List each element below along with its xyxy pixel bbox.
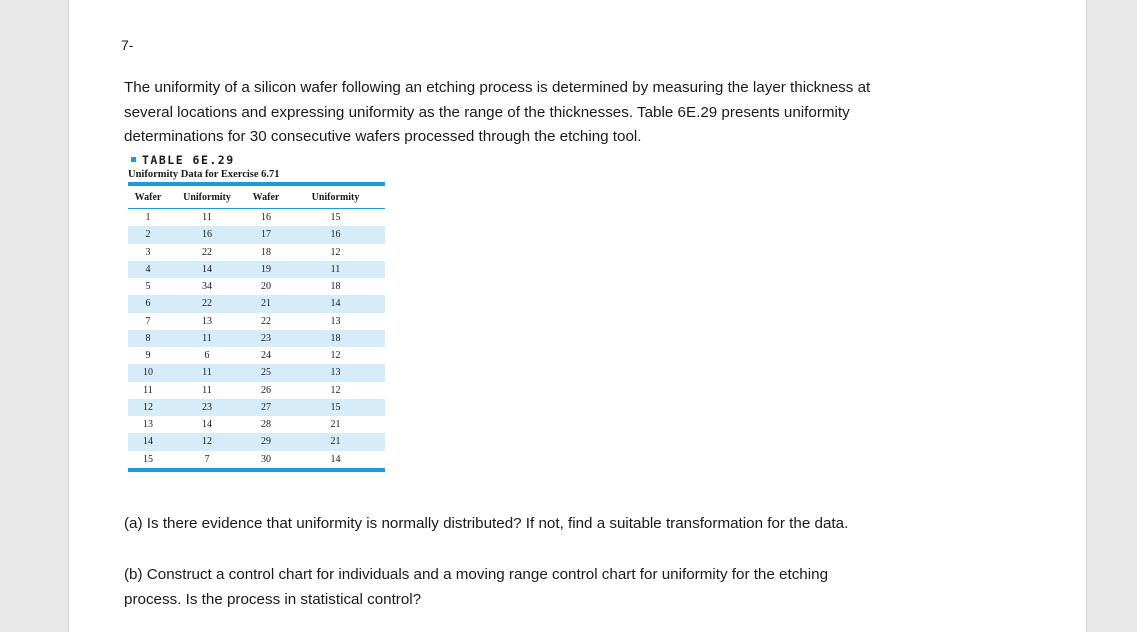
question-a: (a) Is there evidence that uniformity is normally distributed? If not, find a suitable transformation for the data. — [124, 515, 849, 532]
wafer-cell: 26 — [261, 384, 271, 396]
uniformity-cell: 34 — [202, 281, 212, 293]
question-b-line: process. Is the process in statistical control? — [124, 591, 422, 608]
uniformity-cell: 6 — [204, 350, 210, 362]
wafer-cell: 7 — [145, 315, 151, 327]
table-caption: Uniformity Data for Exercise 6.71 — [128, 169, 280, 180]
wafer-cell: 16 — [261, 212, 271, 224]
uniformity-cell: 12 — [330, 384, 341, 396]
wafer-cell: 15 — [143, 453, 153, 465]
wafer-cell: 3 — [145, 246, 151, 258]
table-row — [128, 382, 385, 399]
document-page — [68, 0, 1087, 632]
wafer-cell: 25 — [261, 367, 271, 379]
uniformity-cell: 15 — [330, 212, 341, 224]
uniformity-cell: 12 — [330, 350, 341, 362]
column-header: Uniformity — [311, 191, 360, 203]
uniformity-cell: 11 — [202, 367, 212, 379]
table-row — [128, 364, 385, 381]
uniformity-cell: 21 — [330, 436, 341, 448]
table-row — [128, 261, 385, 278]
table-row — [128, 433, 385, 450]
table-row — [128, 278, 385, 295]
intro-line: The uniformity of a silicon wafer following an etching process is determined by measuring the layer thickness at — [124, 79, 871, 96]
table-row — [128, 416, 385, 433]
uniformity-cell: 7 — [204, 453, 210, 465]
wafer-cell: 8 — [145, 332, 151, 344]
question-b — [124, 562, 984, 612]
column-header: Wafer — [252, 191, 280, 203]
column-header: Wafer — [134, 191, 162, 203]
uniformity-cell: 14 — [330, 298, 341, 310]
table-label — [128, 152, 388, 167]
uniformity-table — [128, 152, 388, 472]
table-bottom-rule — [128, 468, 385, 472]
uniformity-cell: 14 — [202, 263, 212, 275]
wafer-cell: 27 — [261, 401, 271, 413]
table-row — [128, 295, 385, 312]
question-b-line: (b) Construct a control chart for individuals and a moving range control chart for uniformity for the etching — [124, 566, 829, 583]
wafer-cell: 11 — [143, 384, 153, 396]
uniformity-cell: 16 — [202, 229, 212, 241]
square-bullet-icon — [131, 157, 136, 162]
wafer-cell: 22 — [261, 315, 271, 327]
uniformity-cell: 13 — [330, 315, 341, 327]
uniformity-cell: 23 — [202, 401, 212, 413]
uniformity-cell: 18 — [330, 281, 341, 293]
table-row — [128, 226, 385, 243]
wafer-cell: 14 — [143, 436, 153, 448]
table-body — [128, 209, 388, 468]
table-label-text: TABLE 6E.29 — [142, 152, 235, 167]
uniformity-cell: 11 — [202, 332, 212, 344]
intro-line: determinations for 30 consecutive wafers processed through the etching tool. — [124, 128, 642, 145]
uniformity-cell: 13 — [202, 315, 212, 327]
table-row — [128, 347, 385, 364]
uniformity-cell: 11 — [202, 384, 212, 396]
uniformity-cell: 11 — [330, 263, 341, 275]
uniformity-cell: 22 — [202, 246, 212, 258]
uniformity-cell: 16 — [330, 229, 341, 241]
uniformity-cell: 18 — [330, 332, 341, 344]
wafer-cell: 9 — [145, 350, 151, 362]
wafer-cell: 10 — [143, 367, 153, 379]
uniformity-cell: 12 — [202, 436, 212, 448]
wafer-cell: 23 — [261, 332, 271, 344]
uniformity-cell: 12 — [330, 246, 341, 258]
intro-line: several locations and expressing uniformity as the range of the thicknesses. Table 6E.29 presents uniformity — [124, 103, 850, 121]
table-row — [128, 399, 385, 416]
table-row — [128, 244, 385, 261]
wafer-cell: 1 — [145, 212, 151, 224]
wafer-cell: 17 — [261, 229, 271, 241]
uniformity-cell: 22 — [202, 298, 212, 310]
wafer-cell: 30 — [261, 453, 271, 465]
problem-statement — [124, 76, 984, 150]
column-header: Uniformity — [183, 191, 231, 203]
table-row — [128, 330, 385, 347]
wafer-cell: 2 — [145, 229, 151, 241]
uniformity-cell: 11 — [202, 212, 212, 224]
uniformity-cell: 15 — [330, 401, 341, 413]
problem-number: 7- — [121, 37, 134, 53]
wafer-cell: 20 — [261, 281, 271, 293]
wafer-cell: 29 — [261, 436, 271, 448]
uniformity-cell: 13 — [330, 367, 341, 379]
wafer-cell: 24 — [261, 350, 271, 362]
table-row — [128, 313, 385, 330]
wafer-cell: 5 — [145, 281, 151, 293]
table-header-row — [128, 186, 385, 208]
wafer-cell: 28 — [261, 419, 271, 431]
wafer-cell: 18 — [261, 246, 271, 258]
uniformity-cell: 21 — [330, 419, 341, 431]
wafer-cell: 12 — [143, 401, 153, 413]
wafer-cell: 4 — [145, 263, 151, 275]
table-row — [128, 451, 385, 468]
wafer-cell: 19 — [261, 263, 271, 275]
wafer-cell: 6 — [145, 298, 151, 310]
uniformity-cell: 14 — [330, 453, 341, 465]
table-row — [128, 209, 385, 226]
wafer-cell: 13 — [143, 419, 153, 431]
wafer-cell: 21 — [261, 298, 271, 310]
uniformity-cell: 14 — [202, 419, 212, 431]
